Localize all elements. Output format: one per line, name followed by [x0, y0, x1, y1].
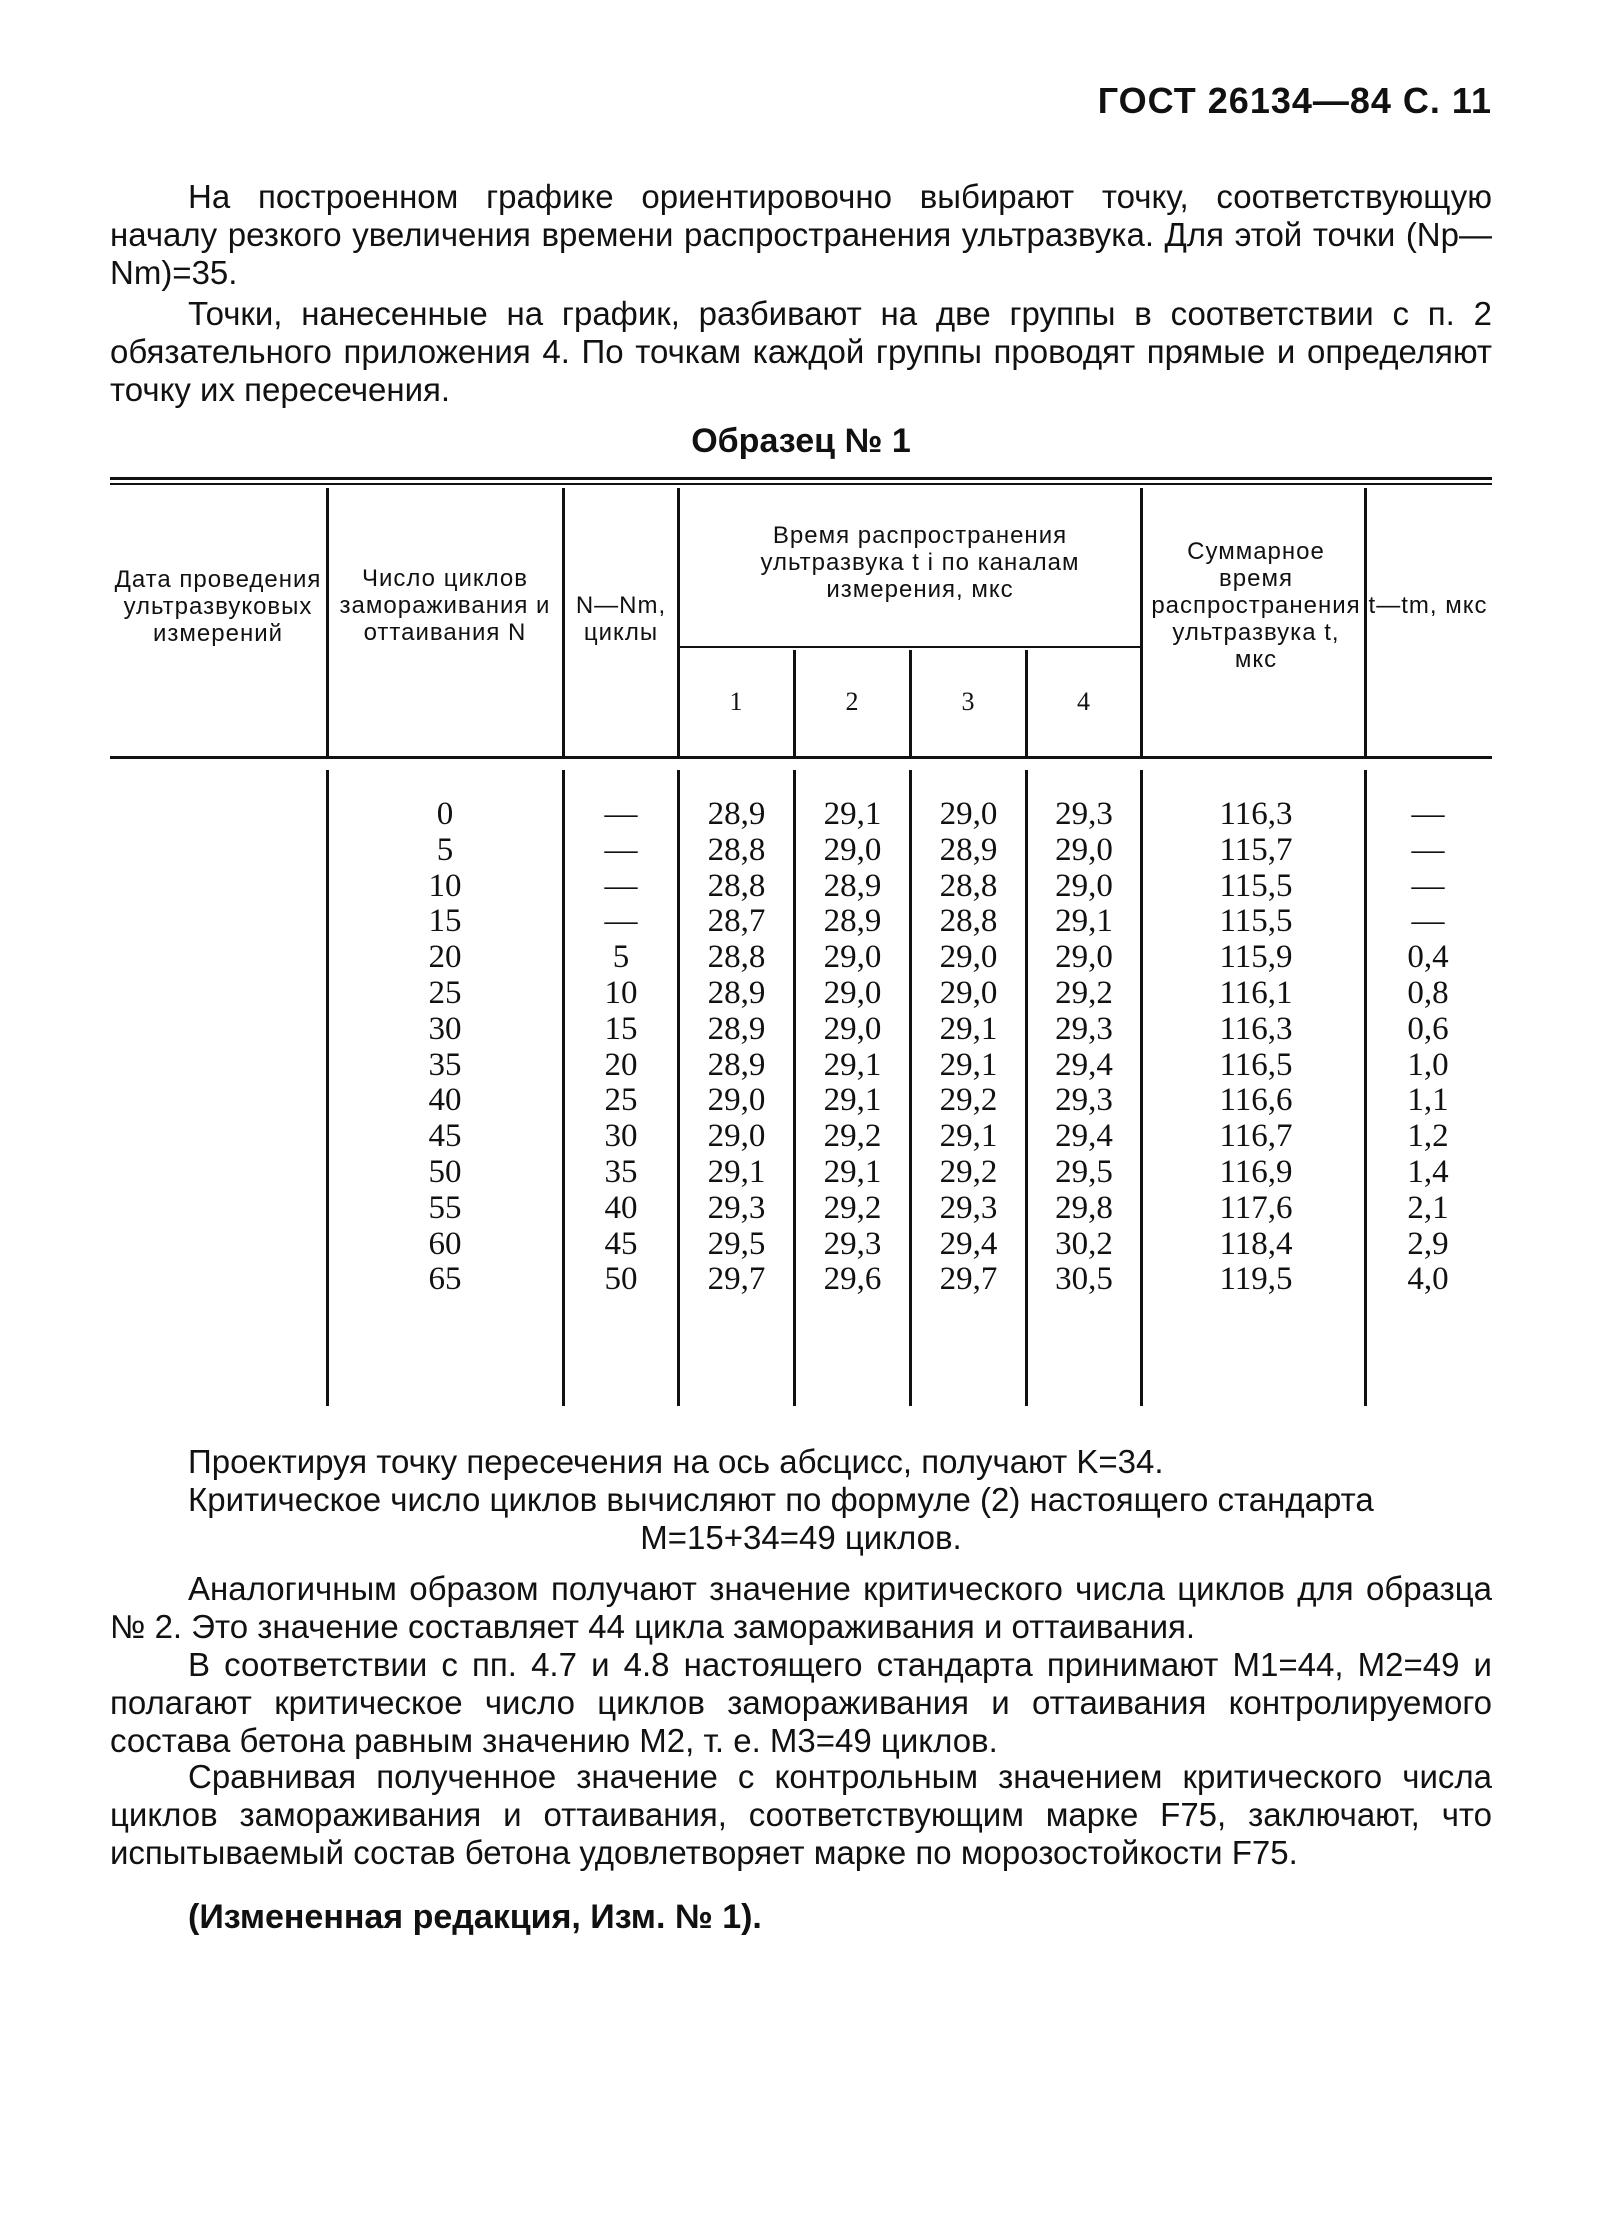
- table-cell: 29,0: [939, 939, 998, 976]
- table-cell: 35: [428, 1046, 462, 1083]
- table-cell: 28,8: [939, 867, 998, 904]
- table-cell: 10: [428, 867, 462, 904]
- formula-m: M=15+34=49 циклов.: [640, 1519, 962, 1556]
- body-vline-1: [326, 770, 329, 1406]
- channel-group-rule: [680, 646, 1142, 648]
- header-channel-4: 4: [1077, 687, 1091, 716]
- table-cell: 28,8: [707, 867, 766, 904]
- table-cell: 2,1: [1407, 1189, 1449, 1226]
- hdr-vline-7: [1140, 488, 1143, 756]
- table-cell: 116,5: [1219, 1046, 1293, 1083]
- table-cell: 29,0: [1055, 867, 1113, 904]
- body-vline-7: [1140, 770, 1143, 1406]
- column-N: [330, 797, 560, 1298]
- header-total: Суммарное время распространения ультразвука t, мкс: [1151, 538, 1361, 673]
- table-cell: 29,2: [823, 1118, 882, 1155]
- paragraph-conclusion: Сравнивая полученное значение с контрольным значением критического числа циклов замораживания и оттаивания, соответствующим марке F75, заключают, что испытываемый состав бетона удовлетворяет марке по морозостойкости F75.: [110, 1758, 1492, 1871]
- table-cell: 28,7: [707, 903, 766, 940]
- table-top-rule: [110, 477, 1492, 480]
- table-cell: 20: [604, 1046, 638, 1083]
- table-cell: —: [604, 903, 638, 940]
- table-cell: 25: [604, 1082, 638, 1119]
- table-cell: 29,0: [823, 1010, 882, 1047]
- table-cell: 35: [604, 1153, 638, 1190]
- table-cell: 29,4: [939, 1225, 998, 1262]
- table-cell: 28,9: [823, 903, 882, 940]
- table-cell: 29,3: [1055, 796, 1113, 832]
- column-channel-4: [1028, 797, 1140, 1298]
- table-cell: 1,4: [1407, 1153, 1449, 1190]
- table-cell: 0,8: [1407, 974, 1449, 1011]
- table-cell: 28,8: [707, 831, 766, 868]
- paragraph-accept: В соответствии с пп. 4.7 и 4.8 настоящего стандарта принимают M1=44, M2=49 и полагают критическое число циклов замораживания и оттаивания контролируемого состава бетона равным значению M2, т. е. M3=49 циклов.: [110, 1646, 1492, 1759]
- table-cell: 30,2: [1055, 1225, 1113, 1262]
- header-cycles: Число циклов замораживания и оттаивания N: [339, 565, 551, 646]
- table-cell: 55: [428, 1189, 462, 1226]
- table-cell: 116,7: [1219, 1118, 1293, 1155]
- table-cell: 29,1: [823, 796, 882, 832]
- table-cell: 115,7: [1219, 831, 1293, 868]
- table-cell: 29,6: [823, 1261, 882, 1298]
- table-cell: 117,6: [1219, 1189, 1293, 1226]
- hdr-vline-2: [562, 488, 565, 756]
- table-cell: —: [1411, 831, 1445, 868]
- table-cell: 29,8: [1055, 1189, 1113, 1226]
- header-time-group: Время распространения ультразвука t i по каналам измерения, мкс: [760, 522, 1080, 603]
- table-cell: 115,9: [1219, 939, 1293, 976]
- table-cell: 29,0: [823, 831, 882, 868]
- table-cell: —: [604, 831, 638, 868]
- table-cell: 29,0: [1055, 939, 1113, 976]
- sample-title: Образец № 1: [691, 422, 911, 460]
- table-cell: 29,0: [823, 974, 882, 1011]
- table-cell: 20: [428, 939, 462, 976]
- table-cell: 4,0: [1407, 1261, 1449, 1298]
- table-cell: 5: [612, 939, 630, 976]
- table-cell: 116,1: [1219, 974, 1293, 1011]
- table-cell: 119,5: [1219, 1261, 1293, 1298]
- table-cell: 29,1: [1055, 903, 1113, 940]
- table-cell: 29,7: [939, 1261, 998, 1298]
- table-cell: 25: [428, 974, 462, 1011]
- paragraph-critical-formula: Критическое число циклов вычисляют по формуле (2) настоящего стандарта: [188, 1481, 1374, 1518]
- table-cell: 29,2: [823, 1189, 882, 1226]
- table-cell: 29,0: [939, 796, 998, 832]
- table-cell: 29,3: [1055, 1082, 1113, 1119]
- table-cell: 29,2: [939, 1082, 998, 1119]
- paragraph-graph-point: На построенном графике ориентировочно выбирают точку, соответствующую началу резкого увеличения времени распространения ультразвука. Для этой точки (Nр—Nm)=35.: [110, 178, 1492, 291]
- table-cell: 60: [428, 1225, 462, 1262]
- table-cell: 1,2: [1407, 1118, 1449, 1155]
- header-channel-1: 1: [729, 687, 744, 716]
- table-cell: 29,2: [1055, 974, 1113, 1011]
- table-cell: 29,4: [1055, 1046, 1113, 1083]
- table-cell: 29,0: [1055, 831, 1113, 868]
- table-cell: 28,9: [707, 796, 766, 832]
- table-cell: 1,1: [1407, 1082, 1449, 1119]
- table-cell: —: [604, 867, 638, 904]
- table-cell: 29,0: [707, 1082, 766, 1119]
- table-cell: 15: [428, 903, 462, 940]
- table-cell: 29,5: [1055, 1153, 1113, 1190]
- table-cell: 0,4: [1407, 939, 1449, 976]
- paragraph-k-value: Проектируя точку пересечения на ось абсцисс, получают K=34.: [188, 1443, 1164, 1480]
- table-cell: 65: [428, 1261, 462, 1298]
- table-cell: 30: [428, 1010, 462, 1047]
- table-cell: 29,5: [707, 1225, 766, 1262]
- table-cell: 45: [604, 1225, 638, 1262]
- table-cell: 30,5: [1055, 1261, 1113, 1298]
- table-cell: 29,1: [823, 1153, 882, 1190]
- table-cell: 28,8: [707, 939, 766, 976]
- table-cell: 28,9: [707, 974, 766, 1011]
- header-t-minus-tm: t—tm, мкс: [1368, 592, 1488, 619]
- table-cell: 118,4: [1219, 1225, 1293, 1262]
- table-cell: 40: [604, 1189, 638, 1226]
- paragraph-two-groups: Точки, нанесенные на график, разбивают на две группы в соответствии с п. 2 обязательного приложения 4. По точкам каждой группы проводят прямые и определяют точку их пересечения.: [110, 295, 1492, 408]
- table-cell: 116,3: [1219, 1010, 1293, 1047]
- body-vline-8: [1364, 770, 1367, 1406]
- header-channel-3: 3: [961, 687, 976, 716]
- paragraph-sample-2: Аналогичным образом получают значение критического числа циклов для образца № 2. Это значение составляет 44 цикла замораживания и оттаивания.: [110, 1570, 1492, 1645]
- table-cell: 29,1: [823, 1082, 882, 1119]
- table-cell: 30: [604, 1118, 638, 1155]
- column-N-minus-Nm: [566, 797, 676, 1298]
- table-cell: —: [604, 796, 638, 832]
- table-cell: 1,0: [1407, 1046, 1449, 1083]
- column-channel-3: [912, 797, 1025, 1298]
- table-cell: 29,3: [707, 1189, 766, 1226]
- table-cell: 40: [428, 1082, 462, 1119]
- table-cell: 116,9: [1219, 1153, 1293, 1190]
- table-cell: —: [1411, 796, 1445, 832]
- page-header: ГОСТ 26134—84 С. 11: [1097, 80, 1492, 121]
- table-cell: 5: [436, 831, 454, 868]
- column-t-minus-tm: [1368, 797, 1488, 1298]
- table-cell: 29,3: [1055, 1010, 1113, 1047]
- table-cell: 29,3: [939, 1189, 998, 1226]
- table-cell: 115,5: [1219, 867, 1293, 904]
- table-cell: 28,9: [823, 867, 882, 904]
- hdr-vline-3: [677, 488, 680, 756]
- header-channel-2: 2: [845, 687, 860, 716]
- table-cell: 29,7: [707, 1261, 766, 1298]
- table-cell: 28,9: [707, 1046, 766, 1083]
- header-date: Дата проведения ультразвуковых измерений: [114, 566, 322, 647]
- hdr-vline-8: [1364, 488, 1367, 756]
- table-cell: 50: [428, 1153, 462, 1190]
- header-n-minus-nm: N—Nm, циклы: [575, 592, 667, 646]
- table-cell: 29,3: [823, 1225, 882, 1262]
- hdr-vline-1: [326, 488, 329, 756]
- table-cell: 15: [604, 1010, 638, 1047]
- table-cell: —: [1411, 903, 1445, 940]
- table-cell: 116,3: [1219, 796, 1293, 832]
- column-channel-2: [796, 797, 909, 1298]
- table-cell: 0,6: [1407, 1010, 1449, 1047]
- table-cell: 2,9: [1407, 1225, 1449, 1262]
- table-cell: 115,5: [1219, 903, 1293, 940]
- table-cell: 28,8: [939, 903, 998, 940]
- table-cell: 29,0: [707, 1118, 766, 1155]
- table-cell: 29,1: [939, 1010, 998, 1047]
- column-channel-1: [680, 797, 793, 1298]
- table-cell: 28,9: [707, 1010, 766, 1047]
- column-total: [1150, 797, 1362, 1298]
- header-bottom-rule: [110, 756, 1492, 759]
- table-cell: 29,0: [823, 939, 882, 976]
- table-cell: 45: [428, 1118, 462, 1155]
- table-cell: 10: [604, 974, 638, 1011]
- table-cell: 29,1: [707, 1153, 766, 1190]
- table-top-rule-2: [110, 483, 1492, 485]
- table-cell: 116,6: [1219, 1082, 1293, 1119]
- table-cell: 29,1: [939, 1046, 998, 1083]
- paragraph-edition-note: (Измененная редакция, Изм. № 1).: [188, 1898, 762, 1936]
- table-cell: 29,1: [939, 1118, 998, 1155]
- table-cell: 29,0: [939, 974, 998, 1011]
- table-cell: 28,9: [939, 831, 998, 868]
- table-cell: 29,4: [1055, 1118, 1113, 1155]
- table-cell: 29,1: [823, 1046, 882, 1083]
- body-vline-2: [562, 770, 565, 1406]
- table-cell: 50: [604, 1261, 638, 1298]
- table-cell: 29,2: [939, 1153, 998, 1190]
- table-cell: —: [1411, 867, 1445, 904]
- table-cell: 0: [436, 796, 454, 832]
